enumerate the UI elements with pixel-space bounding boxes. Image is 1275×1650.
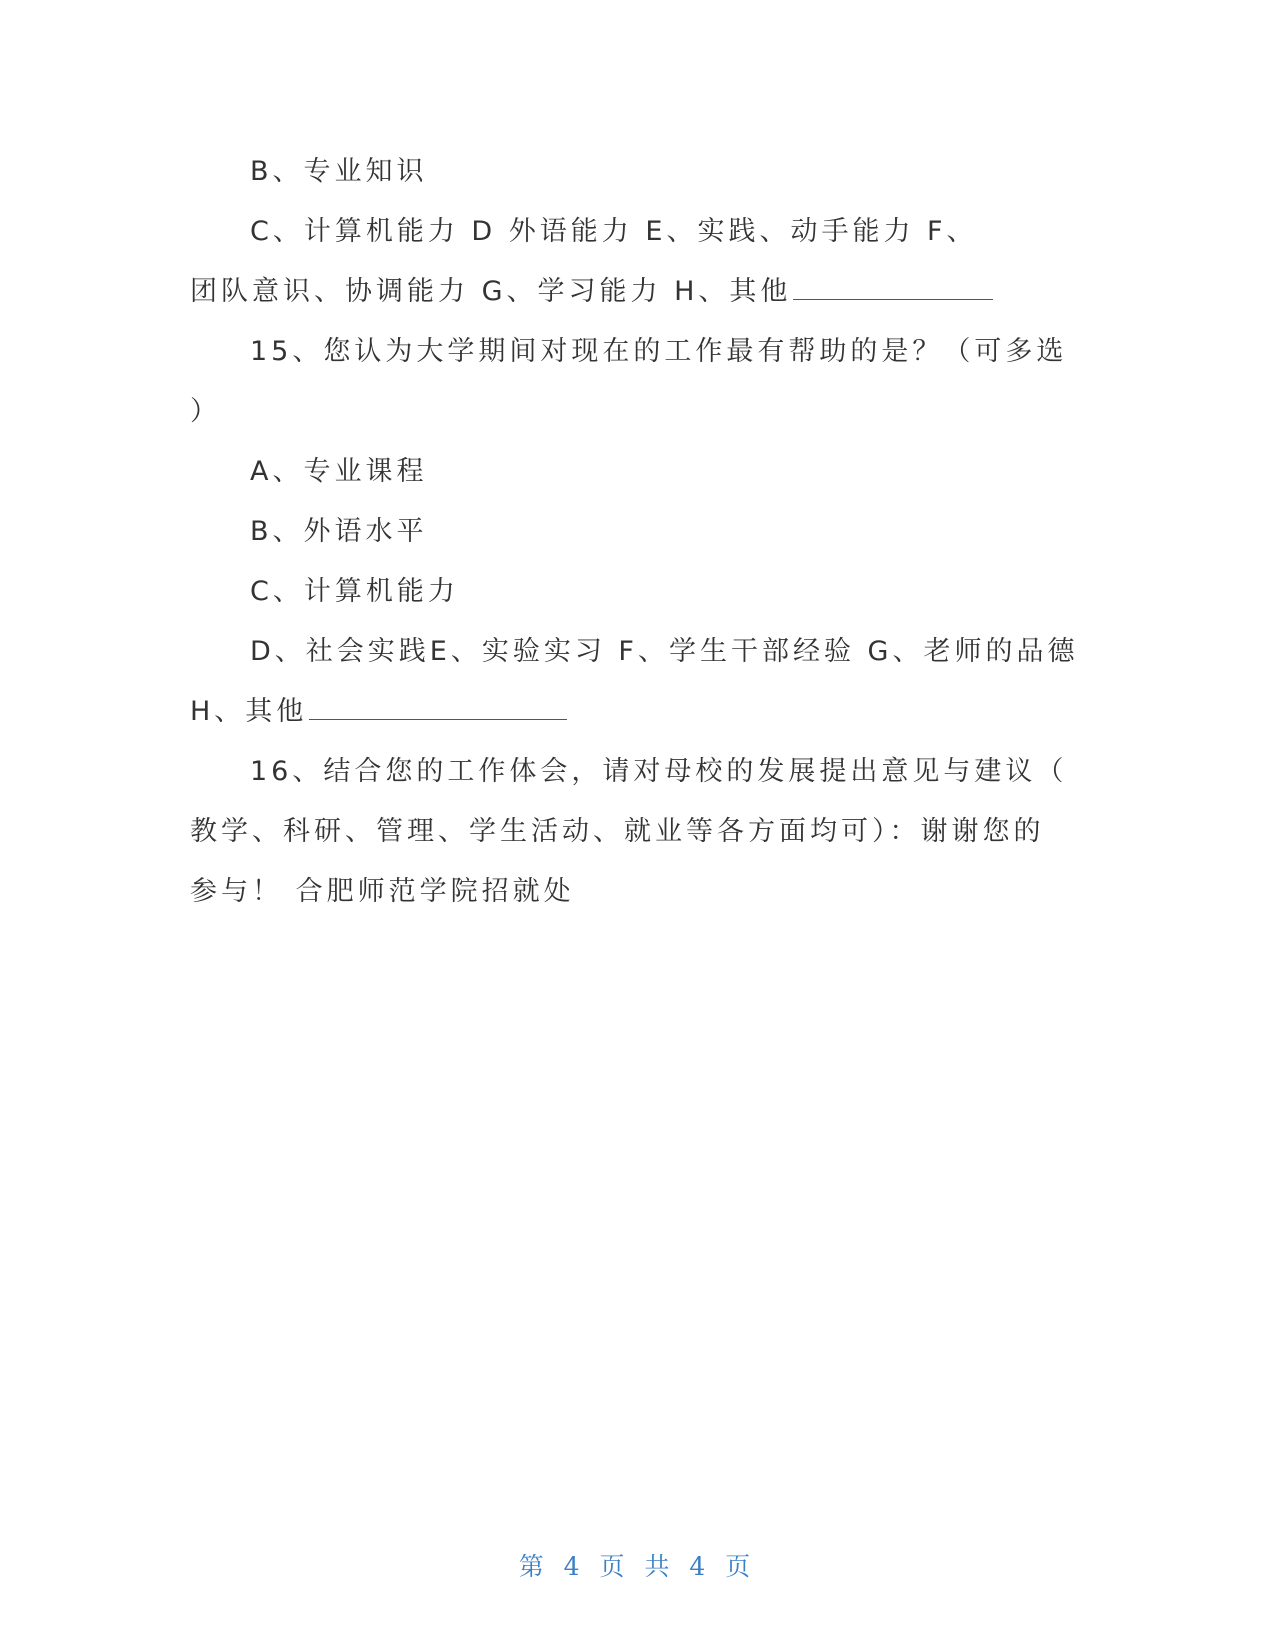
option-a-professional-courses: A、专业课程 [250, 456, 428, 487]
options-team-to-other-text: 团队意识、协调能力 G、学习能力 H、其他 [190, 276, 792, 307]
answer-blank[interactable] [793, 277, 993, 300]
option-c-computer-ability: C、计算机能力 [250, 576, 459, 607]
options-team-to-other [190, 275, 993, 309]
question-16: 16、结合您的工作体会，请对母校的发展提出意见与建议（ [250, 756, 1068, 787]
closing-line: 参与！ 合肥师范学院招就处 [190, 876, 575, 907]
question-16-continuation: 教学、科研、管理、学生活动、就业等各方面均可）：谢谢您的 [190, 816, 1045, 847]
option-b-professional-knowledge: B、专业知识 [250, 156, 428, 187]
question-15-continuation: ） [190, 396, 221, 427]
option-h-other [190, 695, 567, 729]
option-b-foreign-language: B、外语水平 [250, 516, 428, 547]
option-h-other-text: H、其他 [190, 696, 308, 727]
options-c-to-f: C、计算机能力 D 外语能力 E、实践、动手能力 F、 [250, 216, 978, 247]
options-d-to-g: D、社会实践E、实验实习 F、学生干部经验 G、老师的品德 [250, 636, 1079, 667]
answer-blank[interactable] [309, 697, 567, 720]
page-number-footer: 第 4 页 共 4 页 [518, 1552, 757, 1581]
question-15: 15、您认为大学期间对现在的工作最有帮助的是？（可多选 [250, 336, 1068, 367]
